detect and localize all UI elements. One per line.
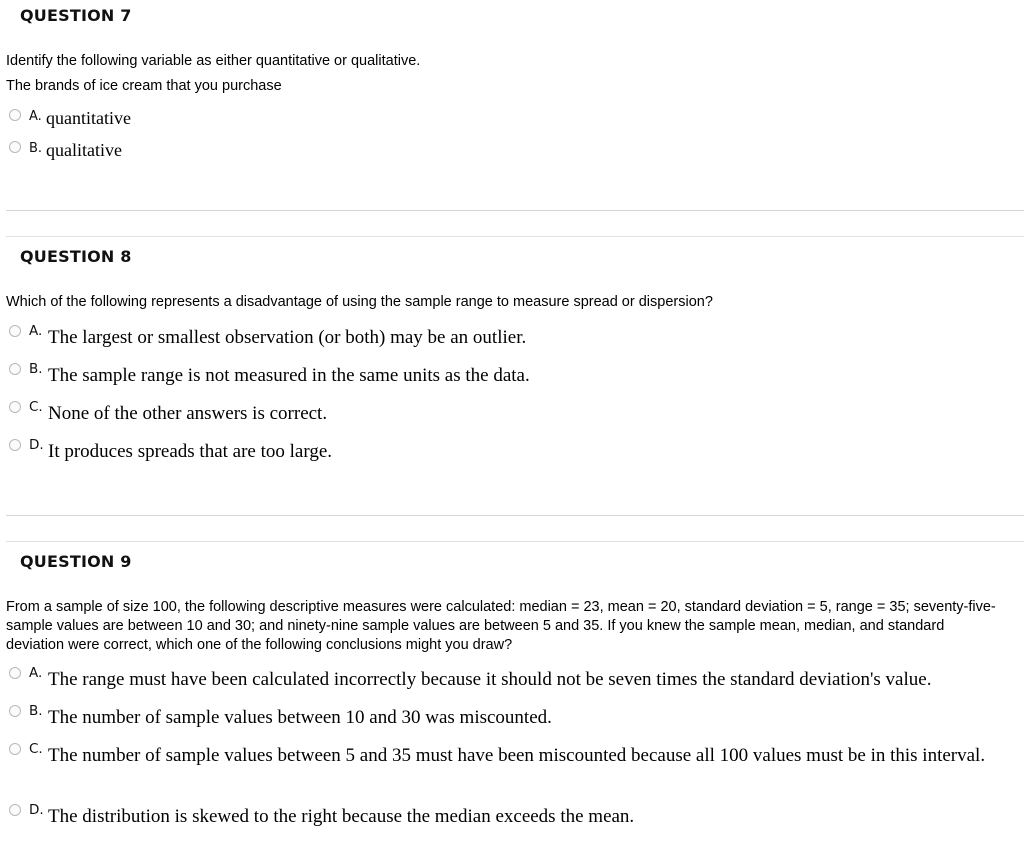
q9-option-d-text: The distribution is skewed to the right because the median exceeds the mean. (48, 806, 635, 827)
q9-option-a-letter: A. (29, 665, 43, 681)
q7-option-a-text: quantitative (46, 108, 131, 128)
q9-option-b[interactable] (9, 702, 1004, 732)
q8-option-a-letter: A. (29, 323, 43, 339)
q9-option-a-radio[interactable] (9, 667, 21, 679)
q9-option-b-radio[interactable] (9, 705, 21, 717)
section-divider (6, 541, 1024, 542)
q9-option-b-letter: B. (29, 703, 43, 719)
q8-option-c-letter: C. (29, 399, 43, 415)
section-divider (6, 236, 1024, 237)
q9-option-b-text: The number of sample values between 10 and 30 was miscounted. (48, 707, 552, 728)
q7-option-b-radio[interactable] (9, 141, 21, 153)
q9-option-d-letter: D. (29, 802, 44, 818)
q8-option-b[interactable] (9, 360, 1004, 390)
question-8-heading: QUESTION 8 (20, 247, 132, 266)
q9-option-c-text: The number of sample values between 5 and 35 must have been miscounted because all 100 values must be in this interval. (48, 745, 986, 766)
q7-option-a[interactable] (9, 106, 1004, 136)
q8-option-a[interactable] (9, 322, 1004, 352)
question-9-prompt: From a sample of size 100, the following descriptive measures were calculated: median = 23, mean = 20, standard deviation = 5, range = 35; seventy-five-sample values are between 10 and 30; and ninety-nine sample values are between 5 and 35. If you knew the sample mean, median, and standard deviation were correct, which one of the following conclusions might you draw? (6, 599, 996, 653)
q9-option-a[interactable] (9, 664, 1004, 694)
question-8-prompt: Which of the following represents a disadvantage of using the sample range to measure spread or dispersion? (6, 294, 713, 310)
q9-option-a-text: The range must have been calculated incorrectly because it should not be seven times the standard deviation's value. (48, 669, 932, 690)
question-7-heading: QUESTION 7 (20, 6, 132, 25)
q8-option-b-letter: B. (29, 361, 43, 377)
q8-option-c-radio[interactable] (9, 401, 21, 413)
q8-option-b-text: The sample range is not measured in the same units as the data. (48, 365, 530, 386)
q8-option-a-text: The largest or smallest observation (or both) may be an outlier. (48, 327, 527, 348)
q8-option-c-text: None of the other answers is correct. (48, 403, 328, 424)
question-7-variable: The brands of ice cream that you purchase (6, 78, 282, 94)
q8-option-d-radio[interactable] (9, 439, 21, 451)
q9-option-c-radio[interactable] (9, 743, 21, 755)
section-divider (6, 210, 1024, 211)
question-7-prompt: Identify the following variable as either quantitative or qualitative. (6, 53, 421, 69)
q9-option-d[interactable] (9, 801, 1004, 831)
q8-option-d-letter: D. (29, 437, 44, 453)
q7-option-b-text: qualitative (46, 140, 122, 160)
q8-option-d[interactable] (9, 436, 1004, 466)
q8-option-a-radio[interactable] (9, 325, 21, 337)
q7-option-b-letter: B. (29, 141, 43, 156)
question-9-heading: QUESTION 9 (20, 552, 132, 571)
q7-option-a-radio[interactable] (9, 109, 21, 121)
q7-option-b[interactable] (9, 138, 1004, 168)
section-divider (6, 515, 1024, 516)
q7-option-a-letter: A. (29, 109, 42, 124)
q8-option-d-text: It produces spreads that are too large. (48, 441, 333, 462)
q8-option-c[interactable] (9, 398, 1004, 428)
q9-option-c-letter: C. (29, 741, 43, 757)
q9-option-d-radio[interactable] (9, 804, 21, 816)
q9-option-c[interactable] (9, 740, 1004, 794)
q8-option-b-radio[interactable] (9, 363, 21, 375)
